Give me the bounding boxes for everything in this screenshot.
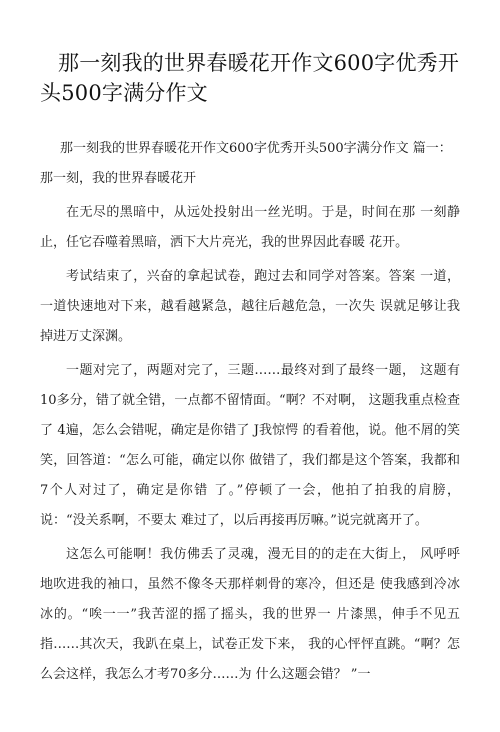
paragraph-3: 一题对完了，两题对完了，三题……最终对到了最终一题， 这题有10多分，错了就全错，一点都不留情面。“啊？不对啊， 这题我重点检查了 4遍，怎么会错呢，确定是你错了 J我惊愕 的看着他，说。他不屑的笑笑，回答道：“怎么可能，确定以你 做错了，我们都是这个答案，我都和7个人对过了，确定是你错 了。”停顿了一会，他拍了拍我的肩膀，说：“没关系啊，不要太 难过了，以后再接再厉嘛。”说完就离开了。 — [40, 363, 460, 528]
document-title — [40, 48, 460, 108]
subtitle-line-1: 那一刻我的世界春暖花开作文600字优秀开头500字满分作文 篇一： — [60, 141, 452, 156]
paragraph-1: 在无尽的黑暗中，从远处投射出一丝光明。于是，时间在那 一刻静止，任它吞噬着黑暗，洒下大片亮光，我的世界因此春暖 花开。 — [40, 205, 460, 250]
title-line-2: 头500字满分作文 — [40, 81, 208, 105]
title-line-1: 那一刻我的世界春暖花开作文600字优秀开 — [58, 51, 460, 75]
subtitle-line-2: 那一刻，我的世界春暖花开 — [40, 171, 197, 186]
paragraph-4: 这怎么可能啊！我仿佛丢了灵魂，漫无目的的走在大街上， 风呼呼地吹进我的袖口，虽然不像冬天那样刺骨的寒冷，但还是 使我感到冷冰冰的。“唉一一”我苦涩的摇了摇头，我的世界一 片漆黑，伸手不见五指……其次天，我趴在桌上，试卷正发下来， 我的心怦怦直跳。“啊？怎么会这样，我怎么才考70多分……为 什么这题会错？ ”一 — [40, 547, 460, 682]
paragraph-2: 考试结束了，兴奋的拿起试卷，跑过去和同学对答案。答案 一道，一道快速地对下来，越看越紧急，越往后越危急，一次失 误就足够让我掉进万丈深渊。 — [40, 269, 460, 344]
document-subtitle — [40, 134, 460, 194]
